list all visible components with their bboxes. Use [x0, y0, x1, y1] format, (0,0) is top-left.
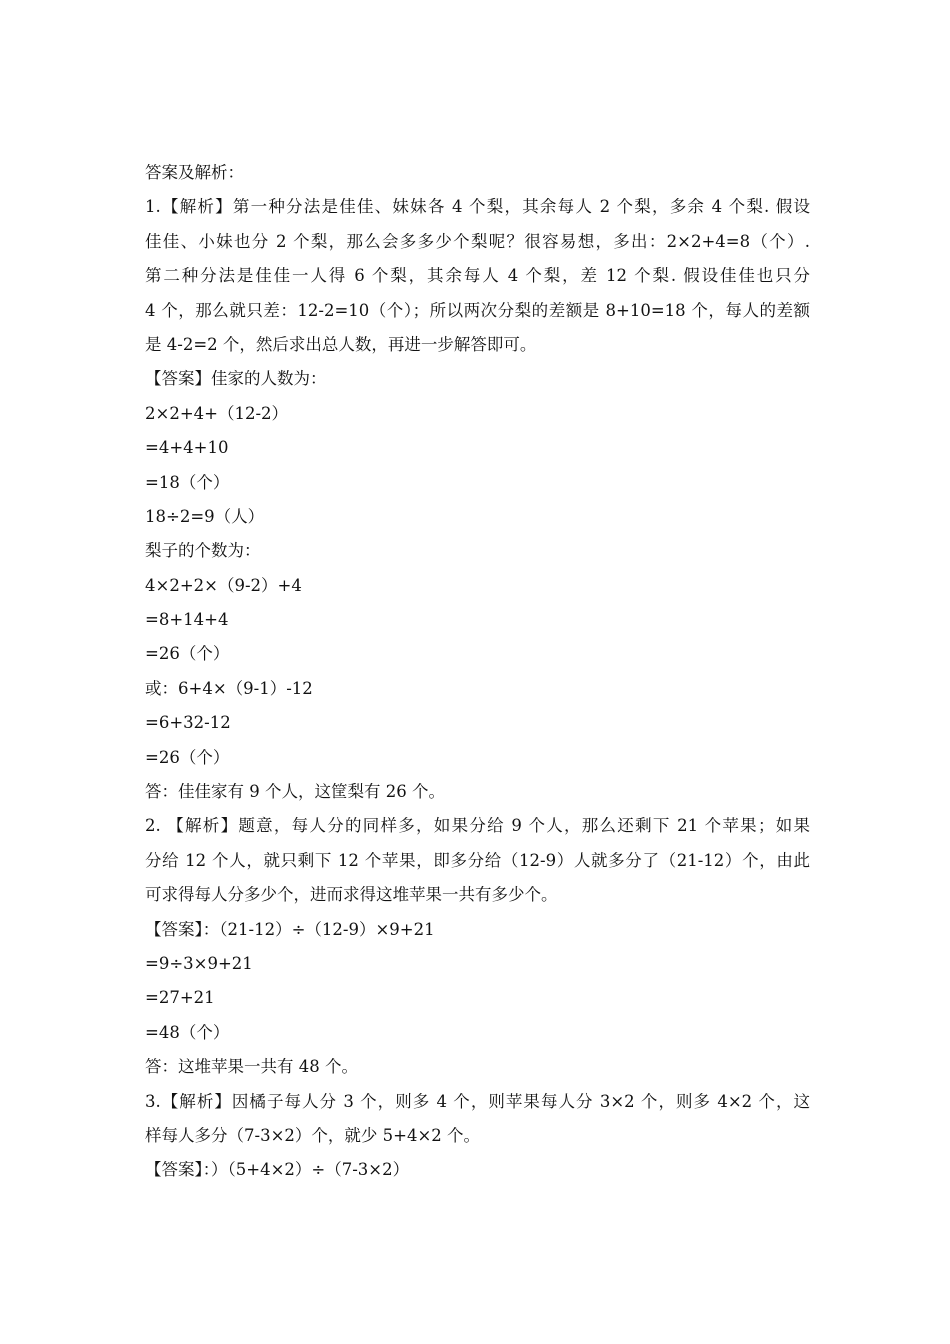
document-page	[145, 156, 810, 1188]
text-line: 4 个，那么就只差：12-2=10（个）；所以两次分梨的差额是 8+10=18 个，每人的差额	[145, 300, 810, 320]
text-line: 是 4-2=2 个，然后求出总人数，再进一步解答即可。	[145, 334, 537, 354]
text-line: 【答案】：）（5+4×2）÷（7-3×2）	[145, 1160, 410, 1180]
text-line: =6+32-12	[145, 713, 231, 733]
text-line: 答：佳佳家有 9 个人，这筐梨有 26 个。	[145, 782, 445, 802]
text-line: =26（个）	[145, 644, 230, 664]
text-line: 佳佳、小妹也分 2 个梨，那么会多多少个梨呢？很容易想，多出：2×2+4=8（个）.	[145, 231, 810, 251]
text-line: =48（个）	[145, 1022, 230, 1042]
text-line: 第二种分法是佳佳一人得 6 个梨，其余每人 4 个梨，差 12 个梨. 假设佳佳也只分	[145, 266, 810, 286]
text-line: 答案及解析：	[145, 163, 244, 182]
text-line: 4×2+2×（9-2）+4	[145, 575, 302, 595]
text-line: 梨子的个数为：	[145, 541, 261, 561]
text-line: 分给 12 个人，就只剩下 12 个苹果，即多分给（12-9）人就多分了（21-12）个，由此	[145, 850, 810, 870]
text-line: =9÷3×9+21	[145, 953, 253, 973]
text-line: =4+4+10	[145, 438, 229, 458]
text-line: 1.【解析】第一种分法是佳佳、妹妹各 4 个梨，其余每人 2 个梨，多余 4 个梨. 假设	[145, 197, 810, 217]
text-line: 样每人多分（7-3×2）个，就少 5+4×2 个。	[145, 1125, 481, 1145]
text-line: =8+14+4	[145, 610, 229, 630]
text-line: 18÷2=9（人）	[145, 506, 265, 526]
text-line: =27+21	[145, 988, 215, 1008]
text-line: 2. 【解析】题意，每人分的同样多，如果分给 9 个人，那么还剩下 21 个苹果；如果	[145, 816, 810, 836]
text-line: 2×2+4+（12-2）	[145, 403, 289, 423]
text-line: =18（个）	[145, 472, 230, 492]
text-line: 【答案】佳家的人数为：	[145, 369, 327, 389]
text-line: =26（个）	[145, 747, 230, 767]
text-line: 答：这堆苹果一共有 48 个。	[145, 1057, 358, 1077]
text-line: 或：6+4×（9-1）-12	[145, 678, 313, 698]
text-line: 3.【解析】因橘子每人分 3 个，则多 4 个，则苹果每人分 3×2 个，则多 4×2 个，这	[145, 1091, 810, 1111]
text-line: 【答案】：（21-12）÷（12-9）×9+21	[145, 919, 435, 939]
text-line: 可求得每人分多少个，进而求得这堆苹果一共有多少个。	[145, 885, 558, 905]
